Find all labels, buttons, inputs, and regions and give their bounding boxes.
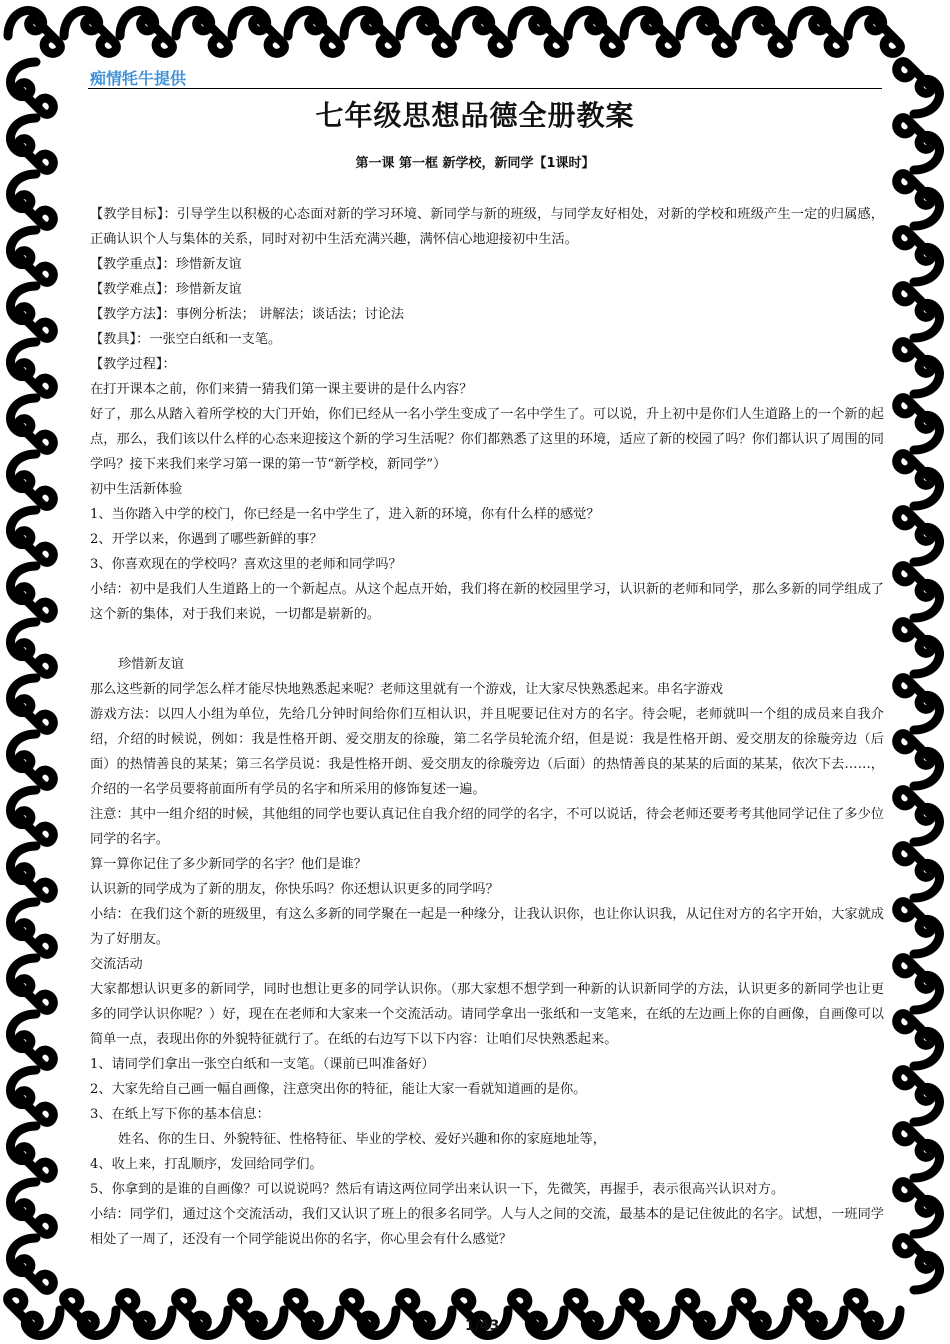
scroll-ornament — [897, 566, 940, 618]
scroll-ornament — [897, 790, 940, 842]
scroll-ornament — [897, 958, 940, 1010]
scroll-ornament — [10, 1238, 53, 1290]
scroll-ornament — [232, 1293, 284, 1336]
scroll-ornament — [10, 1014, 53, 1066]
scroll-ornament — [120, 10, 172, 53]
scroll-ornament — [624, 1293, 676, 1336]
blank-line — [90, 627, 884, 652]
scroll-ornament — [10, 958, 53, 1010]
scroll-ornament — [64, 1293, 116, 1336]
body-paragraph: 2、大家先给自己画一幅自画像，注意突出你的特征，能让大家一看就知道画的是你。 — [90, 1082, 587, 1097]
scroll-ornament — [344, 10, 396, 53]
body-paragraph: 小结：同学们，通过这个交流活动，我们又认识了班上的很多名同学。人与人之间的交流，最基本的是记住彼此的名字。试想，一班同学相处了一周了，还没有一个同学能说出你的名字，你心里会有什么感觉？ — [90, 1207, 884, 1247]
body-paragraph: 在打开课本之前，你们来猜一猜我们第一课主要讲的是什么内容？ — [90, 382, 473, 397]
scroll-ornament — [848, 1293, 900, 1336]
lesson-subtitle: 第一课 第一框 新学校，新同学【1课时】 — [355, 156, 595, 171]
body-paragraph: 3、在纸上写下你的基本信息： — [90, 1107, 270, 1122]
scroll-ornament — [288, 10, 340, 53]
scroll-ornament — [10, 510, 53, 562]
body-paragraph: 【教具】：一张空白纸和一支笔。 — [90, 332, 282, 347]
lesson-body — [90, 202, 884, 1252]
body-paragraph: 算一算你记住了多少新同学的名字？他们是谁？ — [90, 857, 367, 872]
scroll-ornament — [120, 1293, 172, 1336]
body-paragraph: 游戏方法：以四人小组为单位，先给几分钟时间给你们互相认识，并且呢要记住对方的名字。待会呢，老师就叫一个组的成员来自我介绍，介绍的时候说，例如：我是性格开朗、爱交朋友的徐璇，第二名学员轮流介绍，但是说：我是性格开朗、爱交朋友的徐璇旁边（后面）的热情善良的某某；第三名学员说：我是性格开朗、爱交朋友的徐璇旁边（后面）的热情善良的某某的后面的某某，依次下去……，介绍的一名学员要将前面所有学员的名字和所采用的修饰复述一遍。 — [90, 707, 884, 797]
body-paragraph: 【教学方法】：事例分析法； 讲解法；谈话法；讨论法 — [90, 307, 405, 322]
body-paragraph: 珍惜新友谊 — [118, 657, 184, 672]
scroll-ornament — [10, 902, 53, 954]
scroll-ornament — [10, 678, 53, 730]
scroll-ornament — [456, 10, 508, 53]
scroll-ornament — [10, 230, 53, 282]
provider-label: 痴情牦牛提供 — [90, 69, 187, 88]
body-paragraph: 好了，那么从踏入着所学校的大门开始，你们已经从一名小学生变成了一名中学生了。可以说，升上初中是你们人生道路上的一个新的起点，那么，我们该以什么样的心态来迎接这个新的学习生活呢？你们都熟悉了这里的环境，适应了新的校园了吗？你们都认识了周围的同学吗？接下来我们来学习第一课的第一节“新学校，新同学”） — [90, 407, 884, 472]
body-paragraph: 认识新的同学成为了新的朋友，你快乐吗？你还想认识更多的同学吗？ — [90, 882, 499, 897]
scroll-ornament — [897, 1126, 940, 1178]
scroll-ornament — [10, 846, 53, 898]
scroll-ornament — [512, 10, 564, 53]
scroll-ornament — [680, 10, 732, 53]
scroll-ornament — [10, 790, 53, 842]
body-paragraph: 1、请同学们拿出一张空白纸和一支笔。（课前已叫准备好） — [90, 1057, 435, 1072]
body-paragraph: 【教学重点】：珍惜新友谊 — [90, 257, 242, 272]
body-paragraph: 交流活动 — [90, 957, 143, 972]
scroll-ornament — [232, 10, 284, 53]
scroll-ornament — [736, 1293, 788, 1336]
body-paragraph: 小结：初中是我们人生道路上的一个新起点。从这个起点开始，我们将在新的校园里学习，认识新的老师和同学，那么多新的同学组成了这个新的集体，对于我们来说，一切都是崭新的。 — [90, 582, 884, 622]
body-paragraph: 【教学难点】：珍惜新友谊 — [90, 282, 242, 297]
scroll-ornament — [288, 1293, 340, 1336]
scroll-ornament — [680, 1293, 732, 1336]
scroll-ornament — [400, 1293, 452, 1336]
document-title: 七年级思想品德全册教案 — [315, 99, 635, 132]
body-paragraph: 大家都想认识更多的新同学，同时也想让更多的同学认识你。（那大家想不想学到一种新的认识新同学的方法，认识更多的新同学也让更多的同学认识你呢？）好，现在在老师和大家来一个交流活动。请同学拿出一张纸和一支笔来，在纸的左边画上你的自画像，自画像可以简单一点，表现出你的外貌特征就行了。在纸的右边写下以下内容：让咱们尽快熟悉起来。 — [90, 982, 884, 1047]
scroll-ornament — [10, 1126, 53, 1178]
body-paragraph: 3、你喜欢现在的学校吗？喜欢这里的老师和同学吗？ — [90, 557, 402, 572]
scroll-ornament — [624, 10, 676, 53]
scroll-ornament — [897, 454, 940, 506]
body-paragraph: 小结：在我们这个新的班级里，有这么多新的同学聚在一起是一种缘分，让我认识你，也让你认识我，从记住对方的名字开始，大家就成为了好朋友。 — [90, 907, 884, 947]
scroll-ornament — [10, 174, 53, 226]
scroll-ornament — [10, 286, 53, 338]
scroll-ornament — [897, 230, 940, 282]
scroll-ornament — [10, 622, 53, 674]
scroll-ornament — [8, 10, 60, 53]
body-paragraph: 1、当你踏入中学的校门，你已经是一名中学生了，进入新的环境，你有什么样的感觉？ — [90, 507, 600, 522]
body-paragraph: 5、你拿到的是谁的自画像？可以说说吗？然后有请这两位同学出来认识一下，先微笑，再握手，表示很高兴认识对方。 — [90, 1182, 785, 1197]
scroll-ornament — [176, 10, 228, 53]
scroll-ornament — [897, 846, 940, 898]
scroll-ornament — [568, 1293, 620, 1336]
page-number: 1/43 — [465, 1318, 500, 1334]
scroll-ornament — [8, 1293, 60, 1336]
scroll-ornament — [568, 10, 620, 53]
scroll-ornament — [897, 286, 940, 338]
scroll-ornament — [10, 1182, 53, 1234]
scroll-ornament — [10, 342, 53, 394]
scroll-ornament — [897, 1014, 940, 1066]
body-paragraph: 注意：其中一组介绍的时候，其他组的同学也要认真记住自我介绍的同学的名字，不可以说话，待会老师还要考考其他同学记住了多少位同学的名字。 — [90, 807, 884, 847]
scroll-ornament — [897, 1182, 940, 1234]
body-paragraph: 那么这些新的同学怎么样才能尽快地熟悉起来呢？老师这里就有一个游戏，让大家尽快熟悉起来。串名字游戏 — [90, 682, 723, 697]
body-paragraph: 【教学目标】：引导学生以积极的心态面对新的学习环境、新同学与新的班级，与同学友好相处，对新的学校和班级产生一定的归属感，正确认识个人与集体的关系，同时对初中生活充满兴趣，满怀信心地迎接初中生活。 — [90, 207, 884, 247]
body-paragraph: 2、开学以来，你遇到了哪些新鲜的事？ — [90, 532, 323, 547]
header-rule — [88, 88, 882, 89]
body-paragraph: 初中生活新体验 — [90, 482, 183, 497]
scroll-ornament — [897, 902, 940, 954]
scroll-ornament — [897, 678, 940, 730]
scroll-ornament — [897, 1238, 940, 1290]
scroll-ornament — [848, 10, 900, 53]
scroll-ornament — [736, 10, 788, 53]
scroll-ornament — [792, 10, 844, 53]
scroll-ornament — [897, 510, 940, 562]
scroll-ornament — [792, 1293, 844, 1336]
scroll-ornament — [897, 1070, 940, 1122]
body-paragraph: 【教学过程】： — [90, 357, 176, 372]
scroll-ornament — [10, 1070, 53, 1122]
scroll-ornament — [10, 398, 53, 450]
scroll-ornament — [897, 398, 940, 450]
body-paragraph: 姓名、你的生日、外貌特征、性格特征、毕业的学校、爱好兴趣和你的家庭地址等， — [118, 1132, 606, 1147]
scroll-ornament — [897, 622, 940, 674]
scroll-ornament — [512, 1293, 564, 1336]
scroll-ornament — [897, 734, 940, 786]
scroll-ornament — [10, 454, 53, 506]
body-paragraph: 4、收上来，打乱顺序，发回给同学们。 — [90, 1157, 323, 1172]
scroll-ornament — [897, 174, 940, 226]
scroll-ornament — [10, 566, 53, 618]
scroll-ornament — [64, 10, 116, 53]
scroll-ornament — [344, 1293, 396, 1336]
scroll-ornament — [176, 1293, 228, 1336]
scroll-ornament — [10, 734, 53, 786]
scroll-ornament — [897, 342, 940, 394]
scroll-ornament — [400, 10, 452, 53]
